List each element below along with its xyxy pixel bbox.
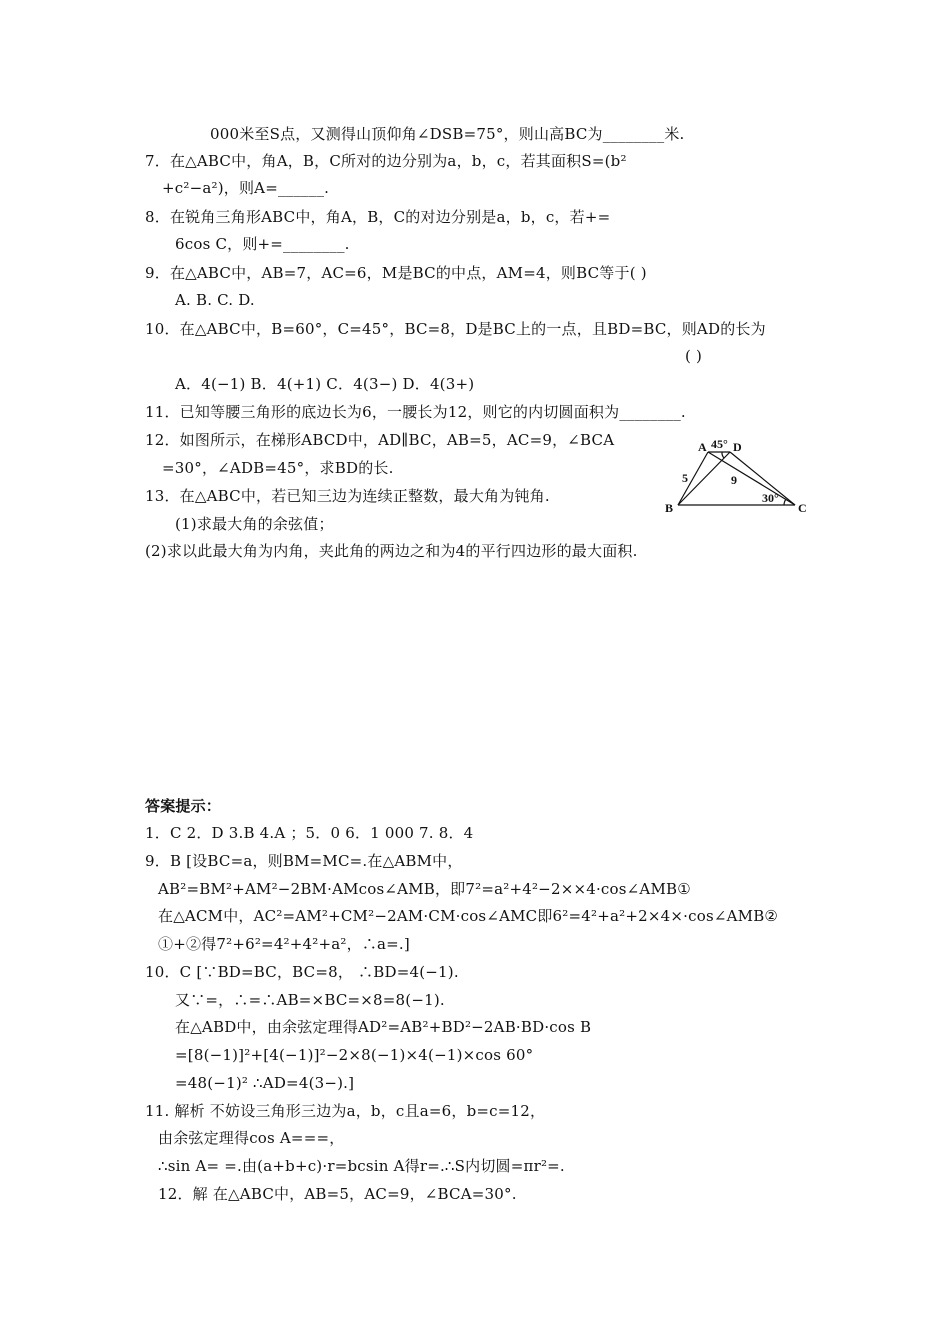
label-c: C	[798, 501, 807, 515]
problem-10-answer-bracket: ( )	[685, 347, 703, 365]
problem-8-line-2: 6cos C，则+=________.	[175, 235, 350, 253]
answer-9-line-2: AB²=BM²+AM²−2BM·AMcos∠AMB，即7²=a²+4²−2××4·cos∠AMB①	[158, 880, 691, 898]
angle-label-45: 45°	[711, 437, 728, 451]
problem-6-continuation: 000米至S点，又测得山顶仰角∠DSB=75°，则山高BC为________米.	[210, 125, 685, 143]
answers-heading: 答案提示：	[145, 797, 222, 815]
answer-11-line-2: 由余弦定理得cos A===，	[158, 1129, 345, 1147]
label-d: D	[733, 440, 742, 454]
problem-12-line-1: 12．如图所示，在梯形ABCD中，AD∥BC，AB=5，AC=9，∠BCA	[145, 431, 615, 449]
angle-label-30: 30°	[762, 491, 779, 505]
problem-7-line-2: +c²−a²)，则A=______.	[162, 179, 330, 197]
answer-12-line-1: 12．解 在△ABC中，AB=5，AC=9，∠BCA=30°.	[158, 1185, 517, 1203]
answer-10-line-2: 又∵=，∴=∴AB=×BC=×8=8(−1).	[175, 991, 445, 1009]
problem-13-question: 13．在△ABC中，若已知三边为连续正整数，最大角为钝角.	[145, 487, 550, 505]
answer-9-line-3: 在△ACM中，AC²=AM²+CM²−2AM·CM·cos∠AMC即6²=4²+a²+2×4×·cos∠AMB②	[158, 907, 779, 925]
answer-10-line-4: =[8(−1)]²+[4(−1)]²−2×8(−1)×4(−1)×cos 60°	[175, 1046, 534, 1064]
problem-13-part-1: (1)求最大角的余弦值；	[175, 515, 334, 533]
answers-line-1: 1．C 2．D 3.B 4.A ；5．0 6．1 000 7. 8．4	[145, 824, 474, 842]
angle-arc-c	[784, 499, 786, 505]
problem-9-options: A. B. C. D.	[175, 291, 255, 309]
label-b: B	[665, 501, 674, 515]
answer-10-line-3: 在△ABD中，由余弦定理得AD²=AB²+BD²−2AB·BD·cos B	[175, 1018, 592, 1036]
answer-11-line-1: 11. 解析 不妨设三角形三边为a，b，c且a=6，b=c=12，	[145, 1102, 546, 1120]
label-a: A	[698, 440, 707, 454]
trapezoid-figure	[660, 432, 810, 520]
problem-7-line-1: 7．在△ABC中，角A，B，C所对的边分别为a，b，c，若其面积S=(b²	[145, 152, 627, 170]
problem-10-options: A．4(−1) B．4(+1) C．4(3−) D．4(3+)	[175, 375, 475, 393]
answer-9-line-4: ①+②得7²+6²=4²+4²+a²，∴a=.]	[158, 935, 410, 953]
problem-10-question: 10．在△ABC中，B=60°，C=45°，BC=8，D是BC上的一点，且BD=BC，则AD的长为	[145, 320, 766, 338]
answer-10-line-1: 10．C [∵BD=BC，BC=8， ∴BD=4(−1).	[145, 963, 459, 981]
answer-10-line-5: =48(−1)² ∴AD=4(3−).]	[175, 1074, 355, 1092]
angle-arc-d	[722, 452, 724, 458]
label-side-9: 9	[731, 473, 737, 487]
label-side-5: 5	[682, 471, 688, 485]
answer-11-line-3: ∴sin A= =.由(a+b+c)·r=bcsin A得r=.∴S内切圆=πr²=.	[158, 1157, 565, 1175]
problem-12-line-2: =30°，∠ADB=45°，求BD的长.	[162, 459, 394, 477]
answer-9-line-1: 9．B [设BC=a，则BM=MC=.在△ABM中，	[145, 852, 463, 870]
problem-8-line-1: 8．在锐角三角形ABC中，角A，B，C的对边分别是a，b，c，若+=	[145, 208, 611, 226]
problem-11-question: 11．已知等腰三角形的底边长为6，一腰长为12，则它的内切圆面积为________.	[145, 403, 686, 421]
problem-13-part-2: (2)求以此最大角为内角，夹此角的两边之和为4的平行四边形的最大面积.	[145, 542, 638, 560]
problem-9-question: 9．在△ABC中，AB=7，AC=6，M是BC的中点，AM=4，则BC等于( )	[145, 264, 647, 282]
segment-ac	[708, 452, 795, 505]
